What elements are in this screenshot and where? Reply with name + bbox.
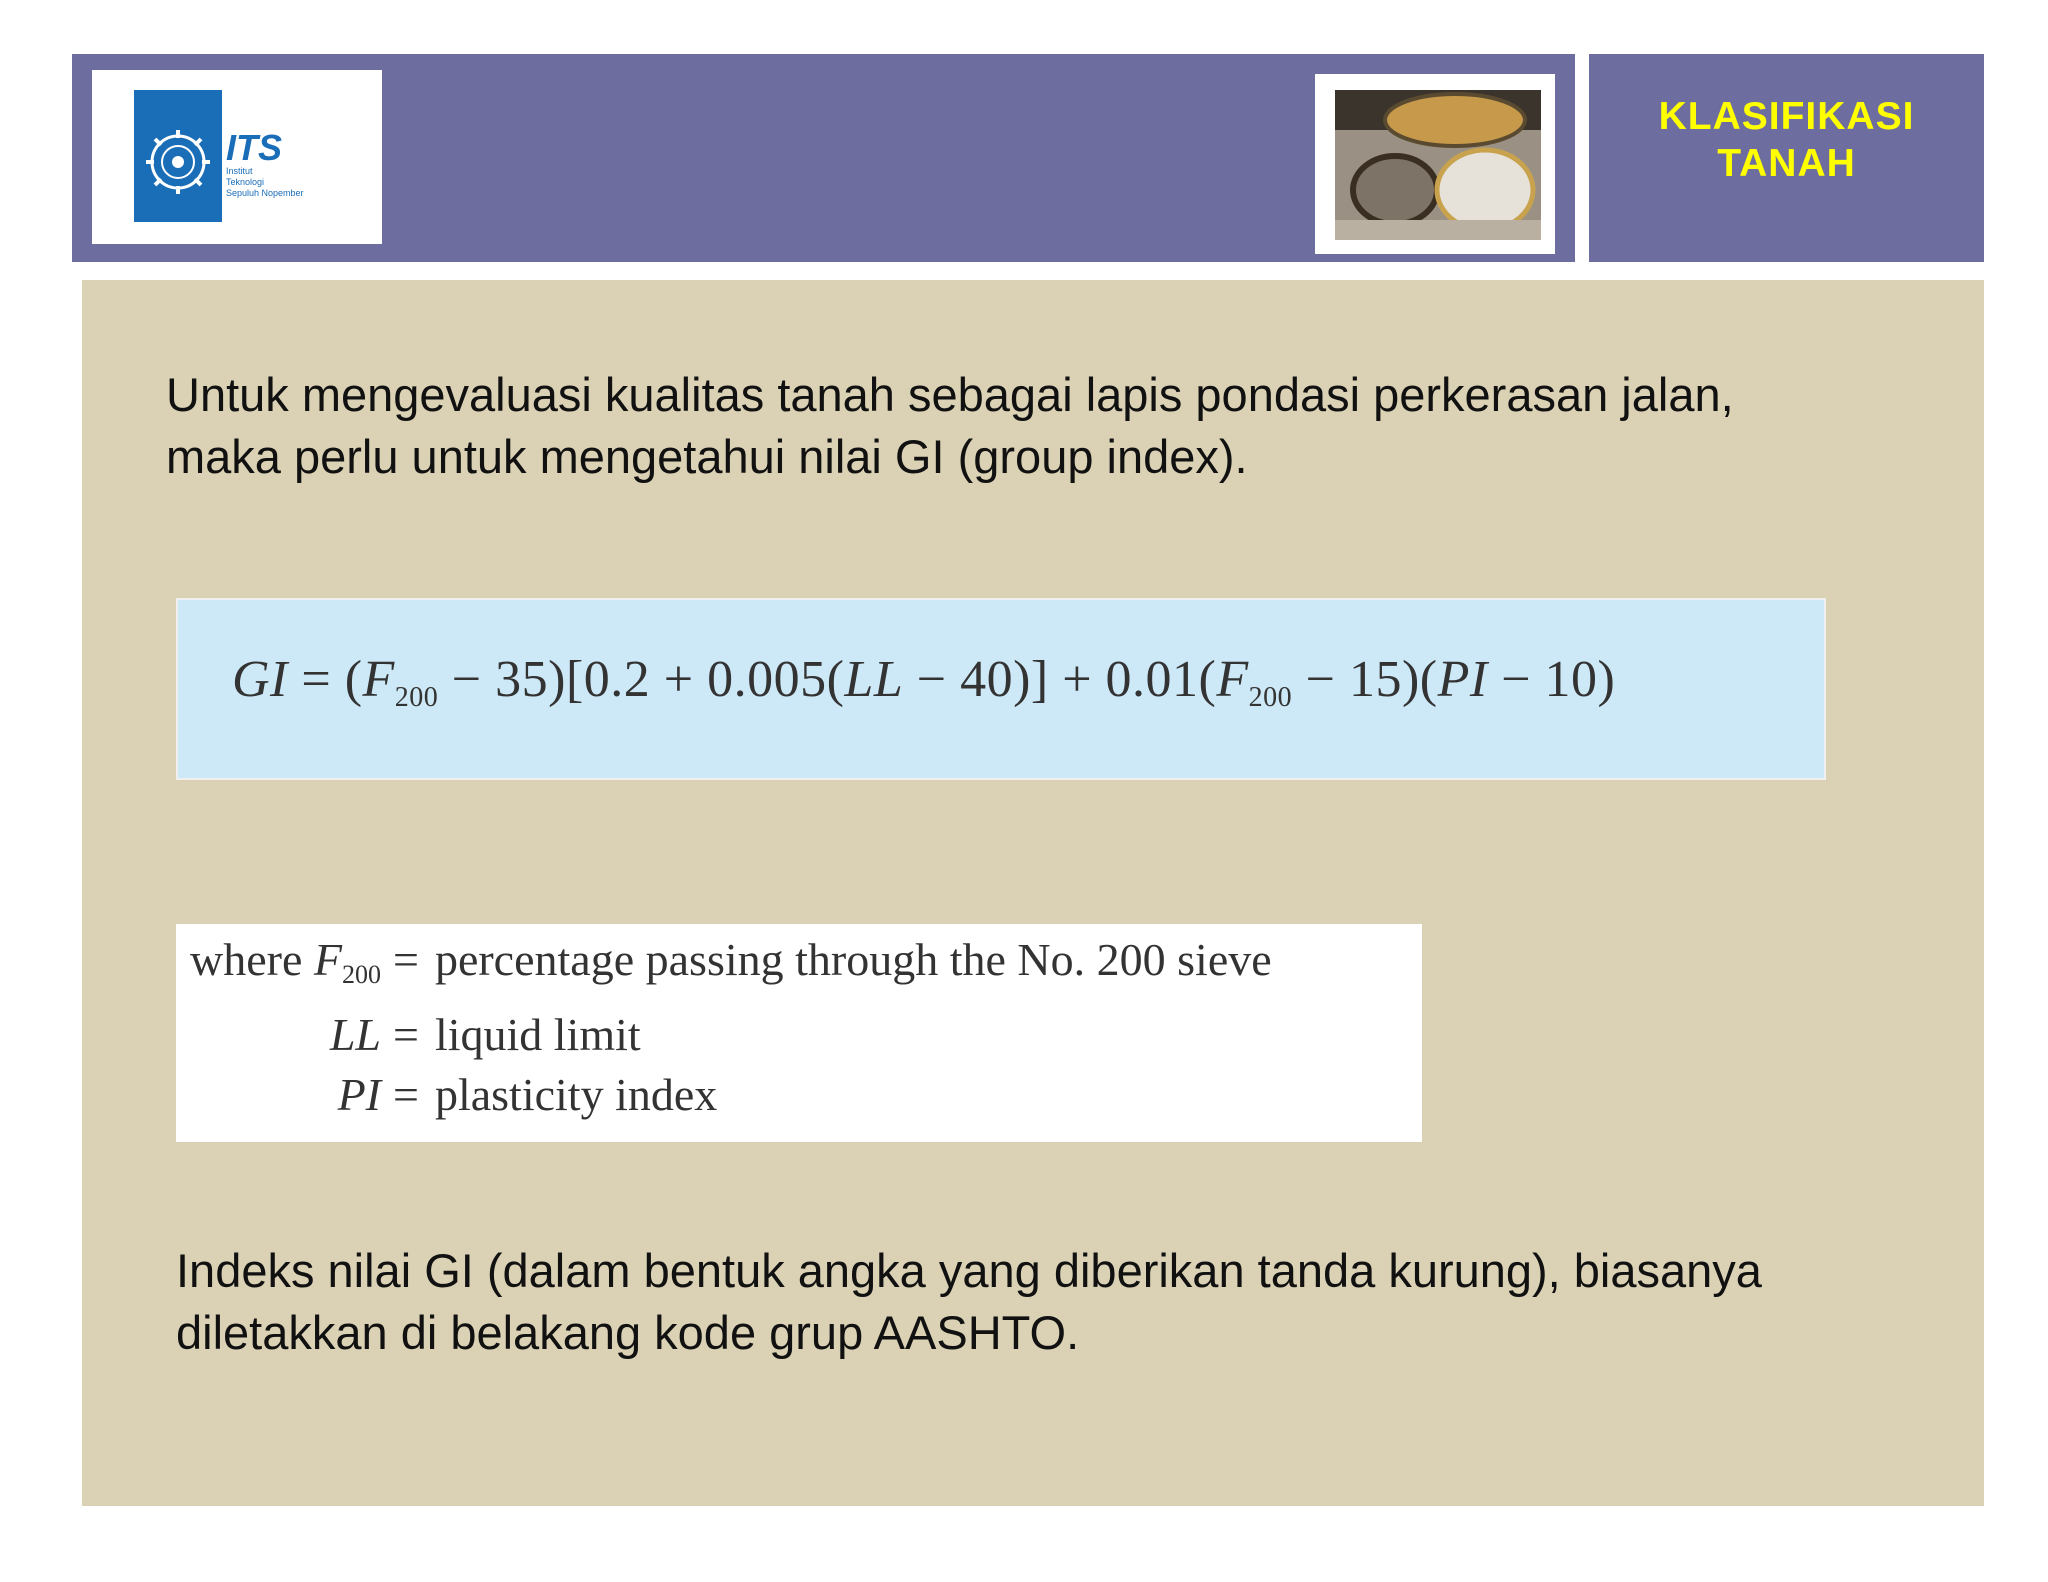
section-title-line-1: KLASIFIKASI (1658, 95, 1915, 138)
sieve-image-icon (1335, 90, 1541, 240)
formula-f-sub: 200 (394, 682, 439, 713)
logo-line-2: Teknologi (226, 177, 265, 187)
definitions (190, 930, 1272, 1125)
definition-where: where (190, 934, 314, 985)
closing-line-2: diletakkan di belakang kode grup AASHTO. (176, 1306, 1080, 1359)
formula-part-3: − 40)] + 0.01( (903, 651, 1217, 708)
formula-part-4: − 15)( (1292, 651, 1438, 708)
gi-formula-box (176, 598, 1826, 780)
formula-gi: GI (232, 651, 288, 708)
header-photo-frame (1315, 74, 1555, 254)
formula-part-2: − 35)[0.2 + 0.005( (438, 651, 845, 708)
formula-ll: LL (844, 651, 904, 708)
intro-line-2: maka perlu untuk mengetahui nilai GI (group index). (166, 430, 1248, 483)
sieve-photo (1335, 90, 1541, 240)
definition-symbol-pi (190, 1065, 393, 1125)
symbol-f: F (313, 934, 342, 985)
gi-formula (232, 650, 1615, 714)
symbol-f-sub: 200 (341, 960, 381, 989)
slide-content (82, 280, 1984, 1506)
logo-brand: ITS (226, 127, 283, 168)
definition-row-pi (190, 1065, 1272, 1125)
its-logo (92, 70, 382, 244)
section-title-line-2: TANAH (1717, 142, 1856, 185)
intro-line-1: Untuk mengevaluasi kualitas tanah sebagai lapis pondasi perkerasan jalan, (166, 368, 1734, 421)
definition-eq: = (392, 1069, 419, 1120)
symbol-ll: LL (329, 1009, 381, 1060)
formula-f-2: F (1216, 651, 1249, 708)
definition-symbol-ll (190, 1005, 393, 1065)
formula-pi: PI (1437, 651, 1488, 708)
definitions-box (176, 924, 1422, 1142)
definition-symbol-f200 (190, 930, 393, 1005)
logo-line-3: Sepuluh Nopember (226, 188, 304, 198)
intro-paragraph (166, 364, 1734, 488)
its-emblem-icon (134, 90, 222, 222)
symbol-pi: PI (337, 1069, 381, 1120)
formula-f-sub-2: 200 (1248, 682, 1293, 713)
definition-desc-pi: plasticity index (434, 1069, 718, 1120)
formula-f: F (362, 651, 395, 708)
closing-line-1: Indeks nilai GI (dalam bentuk angka yang diberikan tanda kurung), biasanya (176, 1244, 1762, 1297)
definition-desc-ll: liquid limit (434, 1009, 641, 1060)
formula-part-5: − 10) (1487, 651, 1616, 708)
definition-row-f200 (190, 930, 1272, 1005)
definition-eq: = (392, 1009, 419, 1060)
definitions-table (190, 930, 1272, 1125)
definition-desc-f200: percentage passing through the No. 200 sieve (434, 934, 1272, 985)
definition-row-ll (190, 1005, 1272, 1065)
section-title-panel (1589, 54, 1984, 262)
formula-part-1: = ( (287, 651, 363, 708)
definition-eq: = (392, 934, 419, 985)
closing-paragraph (176, 1240, 1762, 1364)
its-logo-text (226, 127, 304, 199)
logo-line-1: Institut (226, 166, 253, 176)
